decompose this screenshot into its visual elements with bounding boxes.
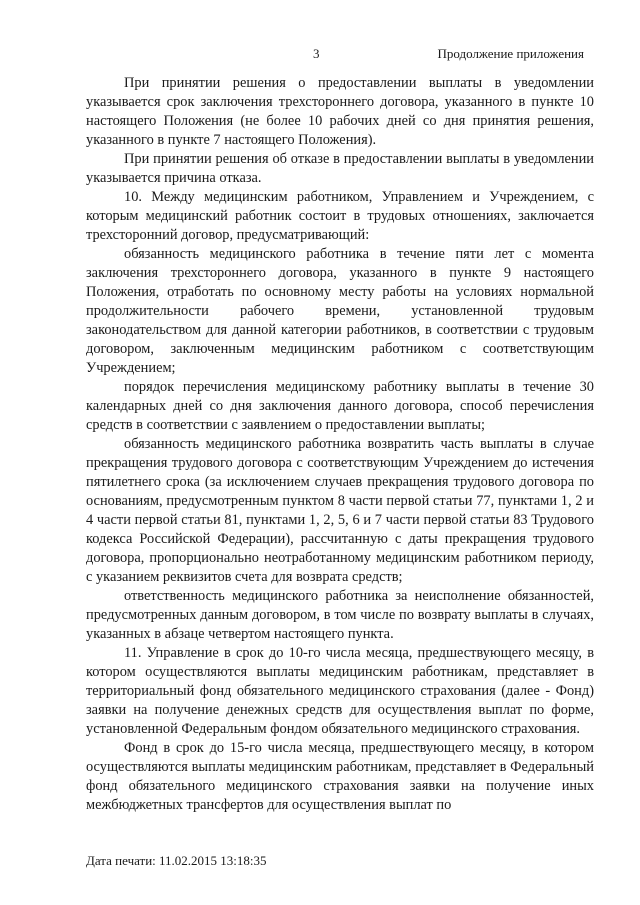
paragraph: При принятии решения об отказе в предоставлении выплаты в уведомлении указывается причина отказа. <box>86 151 594 186</box>
header-note: Продолжение приложения <box>437 46 584 61</box>
paragraph: обязанность медицинского работника возвратить часть выплаты в случае прекращения трудового договора с соответствующим Учреждением до истечения пятилетнего срока (за исключением случаев прекращения трудового договора по основаниям, предусмотренным пунктом 8 части первой статьи 77, пунктами 1, 2 и 4 части первой статьи 81, пунктами 1, 2, 5, 6 и 7 части первой статьи 83 Трудового кодекса Российской Федерации), рассчитанную с даты прекращения трудового договора, пропорционально неотработанному медицинским работником периоду, с указанием реквизитов счета для возврата средств; <box>86 436 594 585</box>
paragraph: ответственность медицинского работника за неисполнение обязанностей, предусмотренных данным договором, в том числе по возврату выплаты в случаях, указанных в абзаце четвертом настоящего пункта. <box>86 588 594 642</box>
paragraph: обязанность медицинского работника в течение пяти лет с момента заключения трехстороннего договора, указанного в пункте 9 настоящего Положения, отработать по основному месту работы на условиях нормальной продолжительности рабочего времени, установленной трудовым законодательством для данной категории работников, в соответствии с трудовым договором, заключенным медицинским работником с соответствующим Учреждением; <box>86 246 594 376</box>
paragraph: 11. Управление в срок до 10-го числа месяца, предшествующего месяцу, в котором осуществляются выплаты медицинским работникам, представляет в территориальный фонд обязательного медицинского страхования (далее - Фонд) заявки на получение денежных средств для осуществления выплат по форме, установленной Федеральным фондом обязательного медицинского страхования. <box>86 645 594 737</box>
paragraph: 10. Между медицинским работником, Управлением и Учреждением, с которым медицинский работник состоит в трудовых отношениях, заключается трехсторонний договор, предусматривающий: <box>86 189 594 243</box>
paragraph: порядок перечисления медицинскому работнику выплаты в течение 30 календарных дней со дня заключения данного договора, способ перечисления средств в соответствии с заявлением о предоставлении выплаты; <box>86 379 594 433</box>
paragraph: Фонд в срок до 15-го числа месяца, предшествующего месяцу, в котором осуществляются выплаты медицинским работникам, представляет в Федеральный фонд обязательного медицинского страхования заявки на получение иных межбюджетных трансфертов для осуществления выплат по <box>86 740 594 813</box>
paragraph: При принятии решения о предоставлении выплаты в уведомлении указывается срок заключения трехстороннего договора, указанного в пункте 10 настоящего Положения (не более 10 рабочих дней со дня принятия решения, указанного в пункте 7 настоящего Положения). <box>86 75 594 148</box>
page-number: 3 <box>313 46 320 61</box>
document-body <box>86 74 594 815</box>
print-date: Дата печати: 11.02.2015 13:18:35 <box>86 853 267 868</box>
